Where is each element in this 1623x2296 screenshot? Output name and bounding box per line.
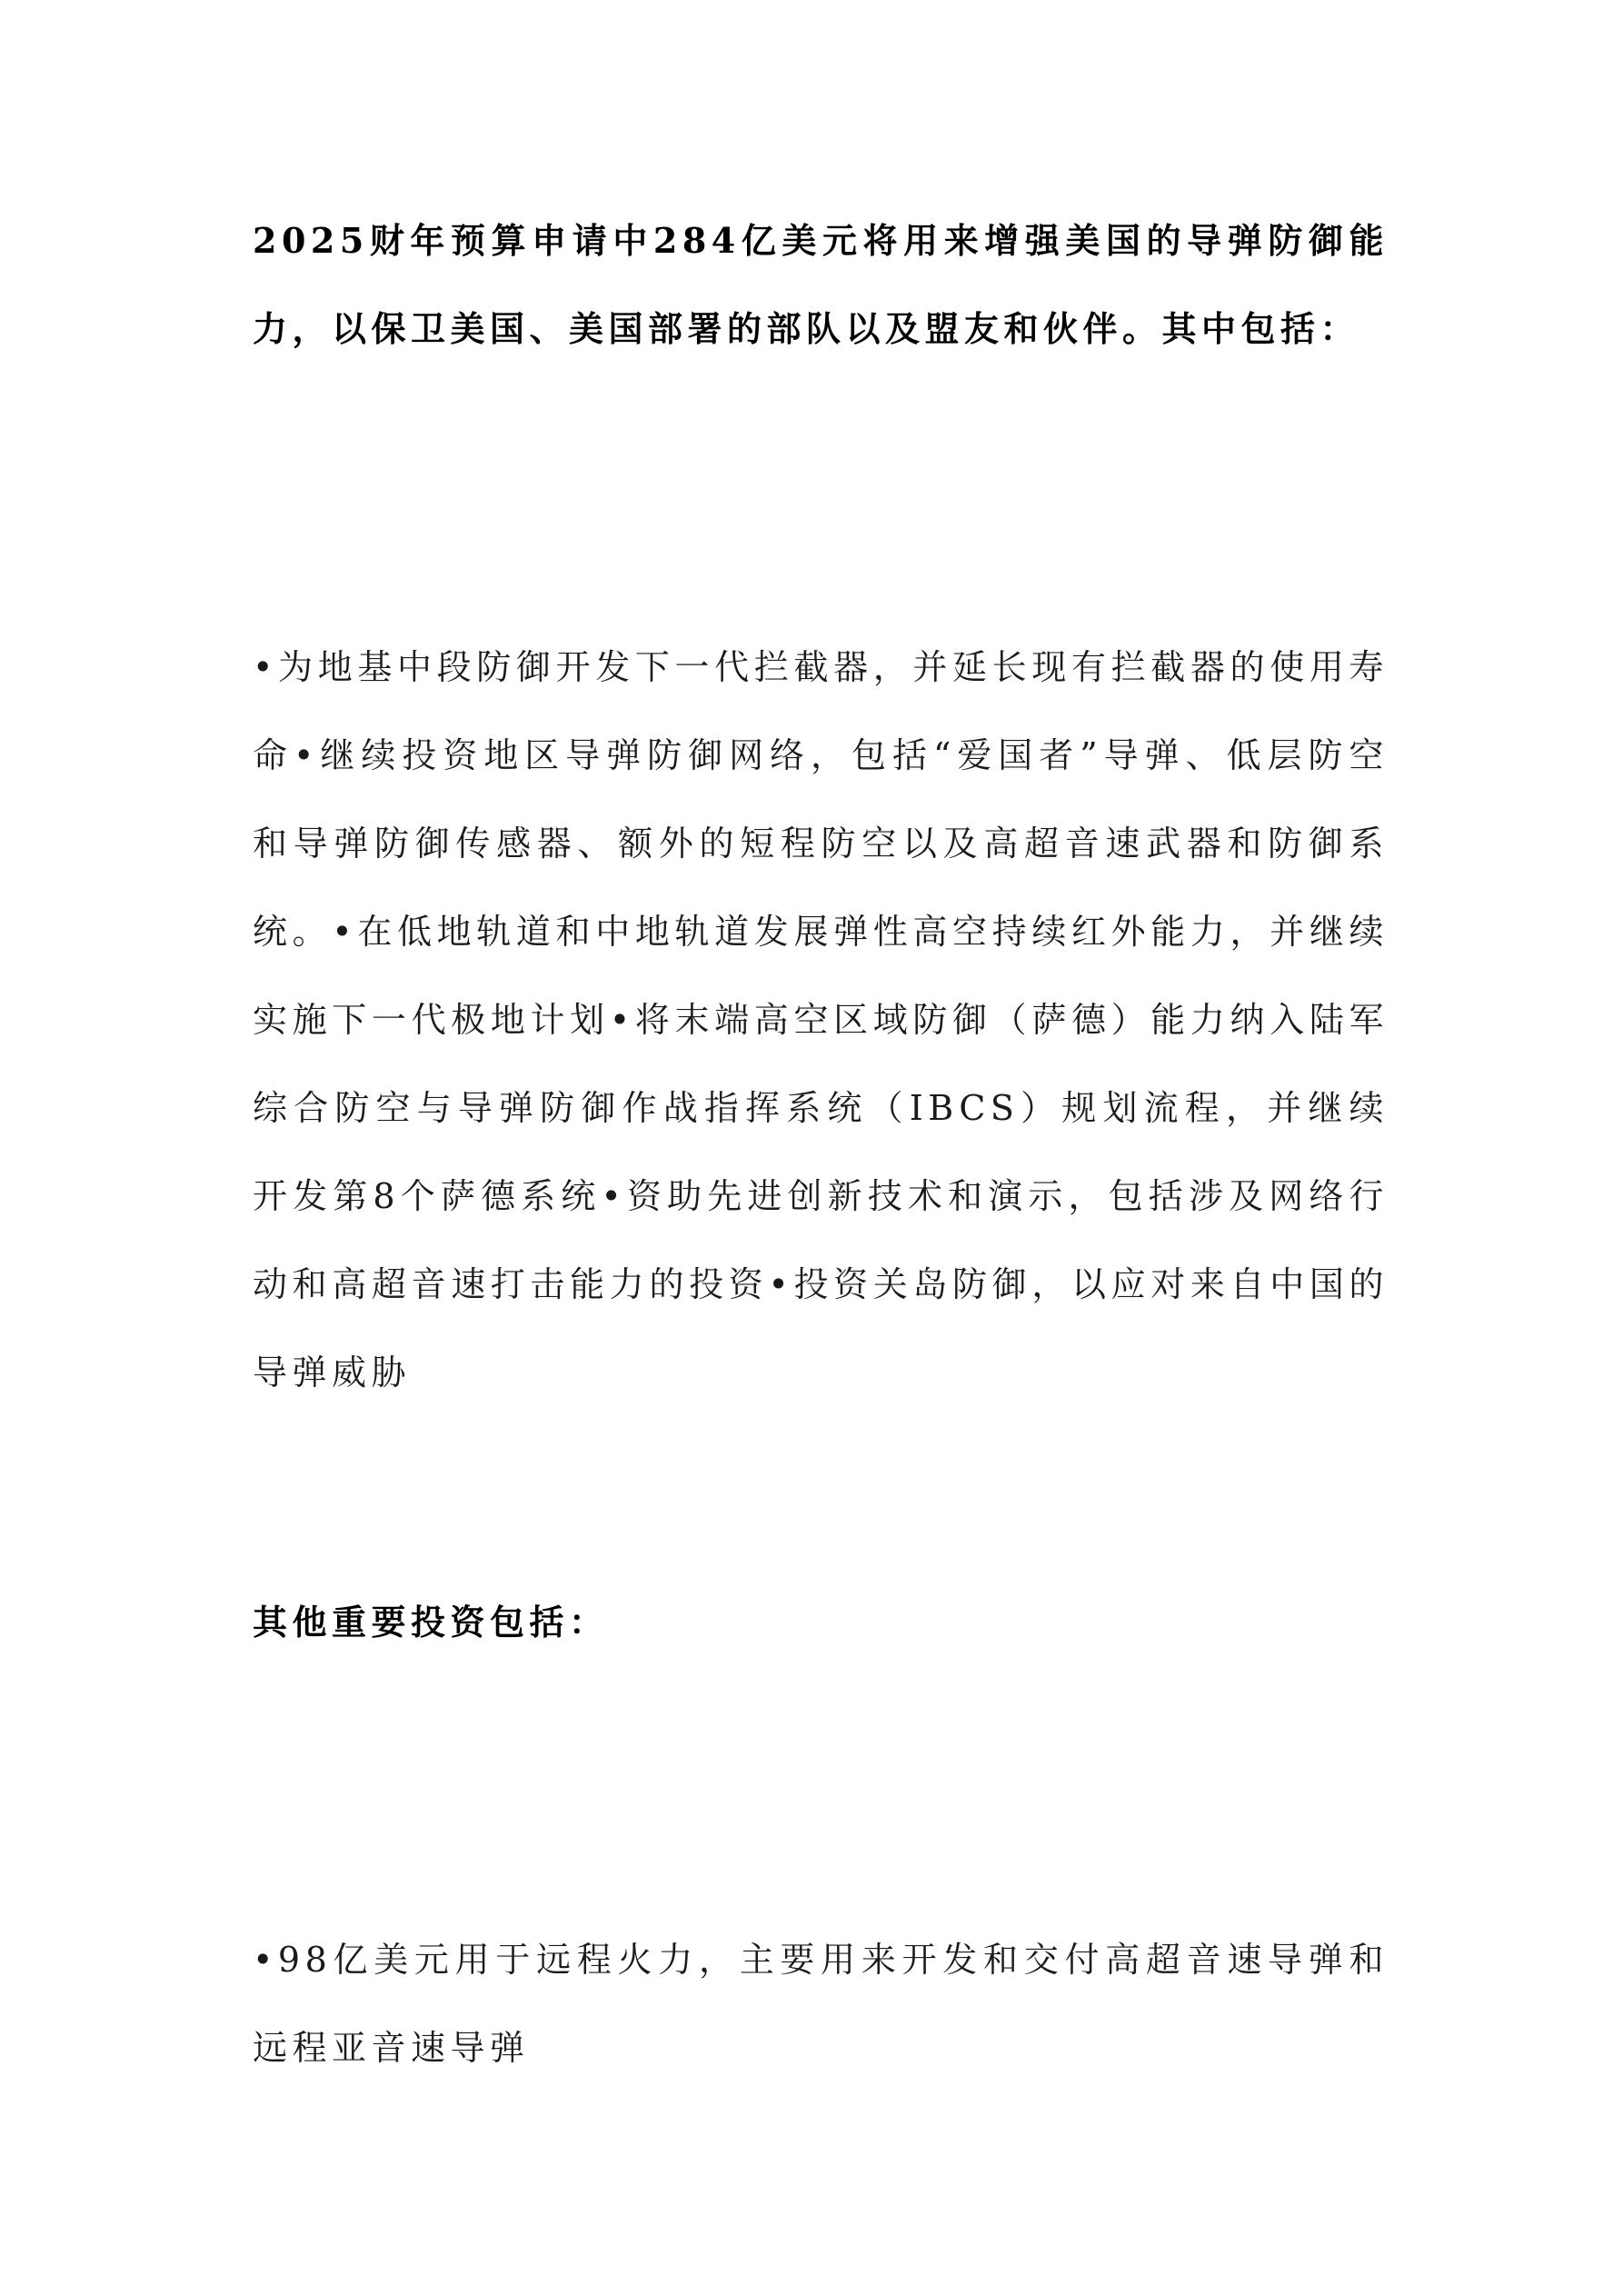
missile-defense-list: •为地基中段防御开发下一代拦截器，并延长现有拦截器的使用寿命•继续投资地区导弹防御网络，包括“爱国者”导弹、低层防空和导弹防御传感器、额外的短程防空以及高超音速武器和防御系统。•在低地轨道和中地轨道发展弹性高空持续红外能力，并继续实施下一代极地计划•将末端高空区域防御（萨德）能力纳入陆军综合防空与导弹防御作战指挥系统（IBCS）规划流程，并继续开发第8个萨德系统•资助先进创新技术和演示，包括涉及网络行动和高超音速打击能力的投资•投资关岛防御，以应对来自中国的导弹威胁 bbox=[253, 647, 1389, 1393]
intro-paragraph: 2025财年预算申请中284亿美元将用来增强美国的导弹防御能力，以保卫美国、美国部署的部队以及盟友和伙伴。其中包括： bbox=[253, 220, 1389, 349]
other-investments-list: •98亿美元用于远程火力，主要用来开发和交付高超音速导弹和远程亚音速导弹 bbox=[253, 1940, 1389, 2068]
other-investments-heading: 其他重要投资包括： bbox=[253, 1602, 609, 1642]
